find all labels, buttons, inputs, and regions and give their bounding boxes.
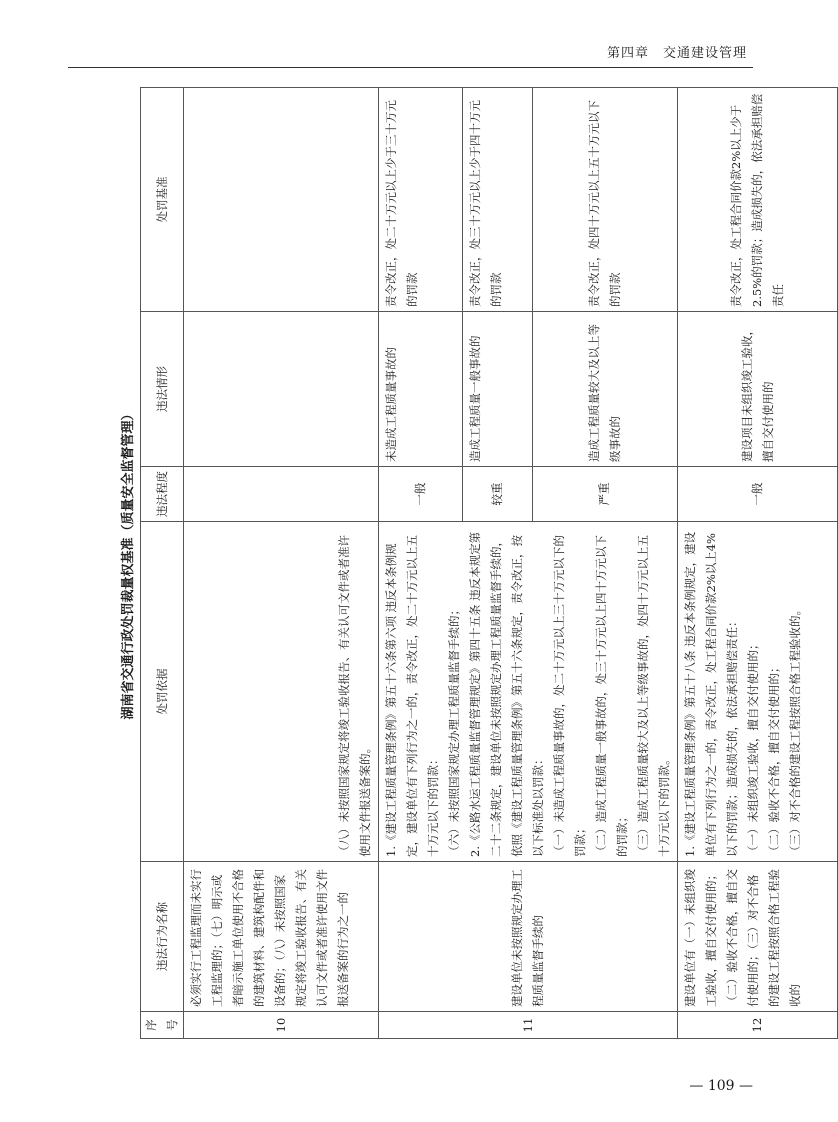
table-row xyxy=(184,88,379,1039)
basis-line: （二）造成工程质量一般事故的，处三十万元以上四十万元以下的罚款； xyxy=(594,535,629,857)
basis-line: 2.《公路水运工程质量监督管理规定》第四十五条 违反本规定第二十二条规定，建设单位未按照规定办理工程质量监督手续的，依照《建设工程质量管理条例》第五十六条规定，责令改正，按以下标准处以罚款： xyxy=(468,531,545,857)
situation-cell xyxy=(184,312,379,467)
penalty-basis xyxy=(678,522,838,862)
chapter-title: 第四章 交通建设管理 xyxy=(606,46,747,61)
table-title: 湖南省交通行政处罚裁量权基准（质量安全监督管理） xyxy=(121,407,136,720)
degree-cell: 较重 xyxy=(462,467,532,522)
situation-cell: 造成工程质量一般事故的 xyxy=(462,312,532,467)
row-number: 11 xyxy=(379,1012,678,1039)
degree-cell xyxy=(184,467,379,522)
col-header-no: 序号 xyxy=(141,1012,184,1039)
col-header-name: 违法行为名称 xyxy=(141,862,184,1012)
basis-line: 1.《建设工程质量管理条例》第五十八条 违反本条例规定，建设单位有下列行为之一的，责令改正，处工程合同价款2%以上4%以下的罚款；造成损失的，依法承担赔偿责任： xyxy=(683,531,739,857)
degree-cell: 一般 xyxy=(379,467,463,522)
col-header-degree: 违法程度 xyxy=(141,467,184,522)
table-row xyxy=(379,88,463,1039)
basis-line: （一）未造成工程质量事故的，处二十万元以上三十万元以下的罚款； xyxy=(552,535,587,857)
basis-line: 1.《建设工程质量管理条例》第五十六条第六项 违反本条例规定，建设单位有下列行为之一的，责令改正，处二十万元以上五十万元以下的罚款： xyxy=(384,535,440,857)
penalty-cell: 责令改正，处工程合同价款2%以上少于2.5%的罚款；造成损失的，依法承担赔偿责任 xyxy=(678,88,838,312)
basis-line: （二）验收不合格，擅自交付使用的； xyxy=(767,661,781,857)
violation-name: 建设单位有（一）未组织竣工验收，擅自交付使用的；（二）验收不合格，擅自交付使用的；（三）对不合格的建设工程按照合格工程验收的 xyxy=(678,862,838,1012)
basis-line: （一）未组织竣工验收，擅自交付使用的； xyxy=(746,638,760,857)
basis-line: （六）未按照国家规定办理工程质量监督手续的； xyxy=(447,604,461,857)
rotated-table-area xyxy=(117,88,802,1039)
penalty-table xyxy=(140,87,838,1039)
violation-name: 必须实行工程监理而未实行工程监理的；（七）明示或者暗示施工单位使用不合格的建筑材料、建筑构配件和设备的；（八）未按照国家规定将竣工验收报告、有关认可文件或者准许使用文件报送备案的行为之一的 xyxy=(184,862,379,1012)
col-header-situation: 违法情形 xyxy=(141,312,184,467)
penalty-cell xyxy=(184,88,379,312)
row-number: 12 xyxy=(678,1012,838,1039)
penalty-basis xyxy=(379,522,678,862)
degree-cell: 一般 xyxy=(678,467,838,522)
situation-cell: 建设项目未组织竣工验收，擅自交付使用的 xyxy=(678,312,838,467)
page-header xyxy=(68,38,753,68)
page-number: — 109 — xyxy=(689,1078,753,1094)
penalty-cell: 责令改正，处二十万元以上少于三十万元的罚款 xyxy=(379,88,463,312)
table-row xyxy=(678,88,838,1039)
header-row xyxy=(141,88,184,1039)
basis-line: （三）造成工程质量较大及以上等级事故的，处四十万元以上五十万元以下的罚款。 xyxy=(636,535,671,857)
header-rule xyxy=(68,67,753,68)
col-header-penalty: 处罚基准 xyxy=(141,88,184,312)
basis-line: （三）对不合格的建设工程按照合格工程验收的。 xyxy=(788,604,802,857)
penalty-basis xyxy=(184,522,379,862)
situation-cell: 未造成工程质量事故的 xyxy=(379,312,463,467)
col-header-basis: 处罚依据 xyxy=(141,522,184,862)
penalty-cell: 责令改正，处三十万元以上少于四十万元的罚款 xyxy=(462,88,532,312)
penalty-cell: 责令改正，处四十万元以上五十万元以下的罚款 xyxy=(532,88,677,312)
row-number: 10 xyxy=(184,1012,379,1039)
violation-name: 建设单位未按照规定办理工程质量监督手续的 xyxy=(379,862,678,1012)
situation-cell: 造成工程质量较大及以上等级事故的 xyxy=(532,312,677,467)
degree-cell: 严重 xyxy=(532,467,677,522)
basis-line: （八）未按照国家规定将竣工验收报告、有关认可文件或者准许使用文件报送备案的。 xyxy=(337,535,372,857)
